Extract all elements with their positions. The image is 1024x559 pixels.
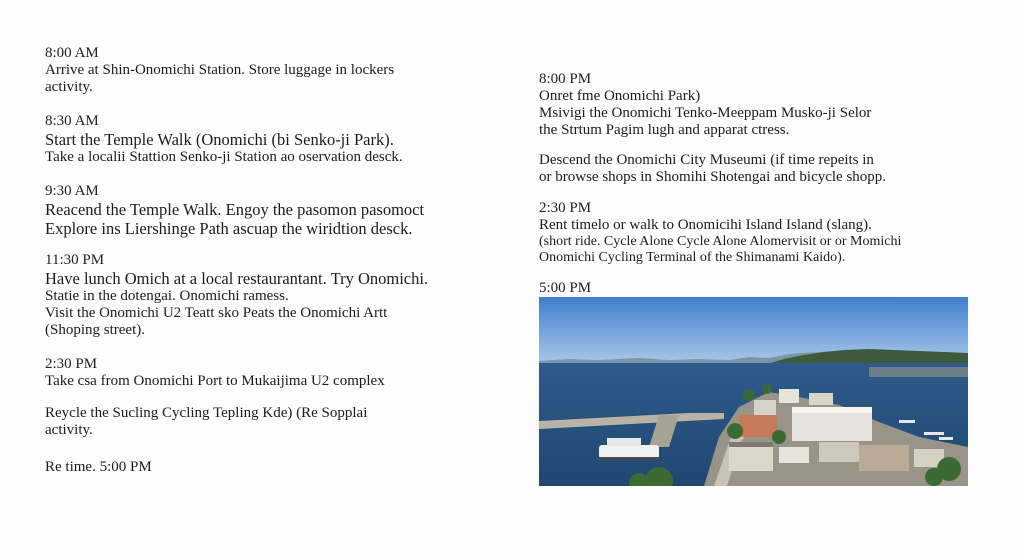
entry-text: or browse shops in Shomihi Shotengai and bicycle shopp. [539, 169, 887, 185]
entry-text: activity. [45, 422, 93, 438]
entry-time: 8:30 AM [45, 113, 99, 129]
itinerary-entry [45, 355, 385, 390]
harbor-view-photo [539, 297, 968, 486]
entry-text: Arrive at Shin-Onomichi Station. Store luggage in lockers [45, 62, 395, 78]
entry-time: 11:30 PM [45, 252, 105, 268]
entry-time: 2:30 PM [45, 356, 98, 372]
entry-text: Statie in the dotengai. Onomichi ramess. [45, 288, 289, 304]
itinerary-entry [45, 112, 403, 166]
entry-text: Reacend the Temple Walk. Engoy the pasomon pasomoct [45, 200, 425, 219]
entry-text: Reycle the Sucling Cycling Tepling Kde) (Re Sopplai [45, 405, 368, 421]
entry-text: activity. [45, 79, 93, 95]
entry-time: 5:00 PM [539, 280, 592, 296]
entry-text: Onomichi Cycling Terminal of the Shimanami Kaido). [539, 250, 846, 265]
itinerary-entry [45, 182, 424, 238]
entry-time: 9:30 AM [45, 183, 99, 199]
entry-text: Descend the Onomichi City Museumi (if time repeits in [539, 152, 874, 168]
entry-text: the Strtum Pagim lugh and apparat ctress. [539, 122, 790, 138]
entry-text: Have lunch Omich at a local restaurantant. Try Onomichi. [45, 269, 429, 288]
itinerary-entry [45, 44, 394, 96]
entry-text: Take csa from Onomichi Port to Mukaijima U2 complex [45, 373, 385, 389]
itinerary-entry [45, 459, 152, 476]
itinerary-entry [539, 279, 591, 297]
itinerary-entry [539, 152, 886, 186]
itinerary-entry [45, 251, 428, 339]
entry-time: 2:30 PM [539, 200, 592, 216]
entry-time: 8:00 PM [539, 71, 592, 87]
entry-text: Re time. 5:00 PM [45, 459, 152, 475]
entry-time: 8:00 AM [45, 45, 99, 61]
entry-text: Explore ins Liershinge Path ascuap the wiridtion desck. [45, 219, 413, 238]
entry-text: Rent timelo or walk to Onomicihi Island Island (slang). [539, 217, 872, 233]
entry-text: Onret fme Onomichi Park) [539, 88, 701, 104]
itinerary-entry [539, 70, 871, 139]
itinerary-entry [45, 405, 367, 439]
entry-text: Take a localii Stattion Senko-ji Station ao oservation desck. [45, 149, 403, 165]
entry-text: Msivigi the Onomichi Tenko-Meeppam Musko-ji Selor [539, 105, 872, 121]
entry-text: Visit the Onomichi U2 Teatt sko Peats the Onomichi Artt [45, 305, 388, 321]
itinerary-entry [539, 199, 901, 266]
entry-text: (Shoping street). [45, 322, 145, 338]
entry-text: (short ride. Cycle Alone Cycle Alone Alomervisit or or Momichi [539, 234, 902, 249]
entry-text: Start the Temple Walk (Onomichi (bi Senko-ji Park). [45, 130, 394, 149]
